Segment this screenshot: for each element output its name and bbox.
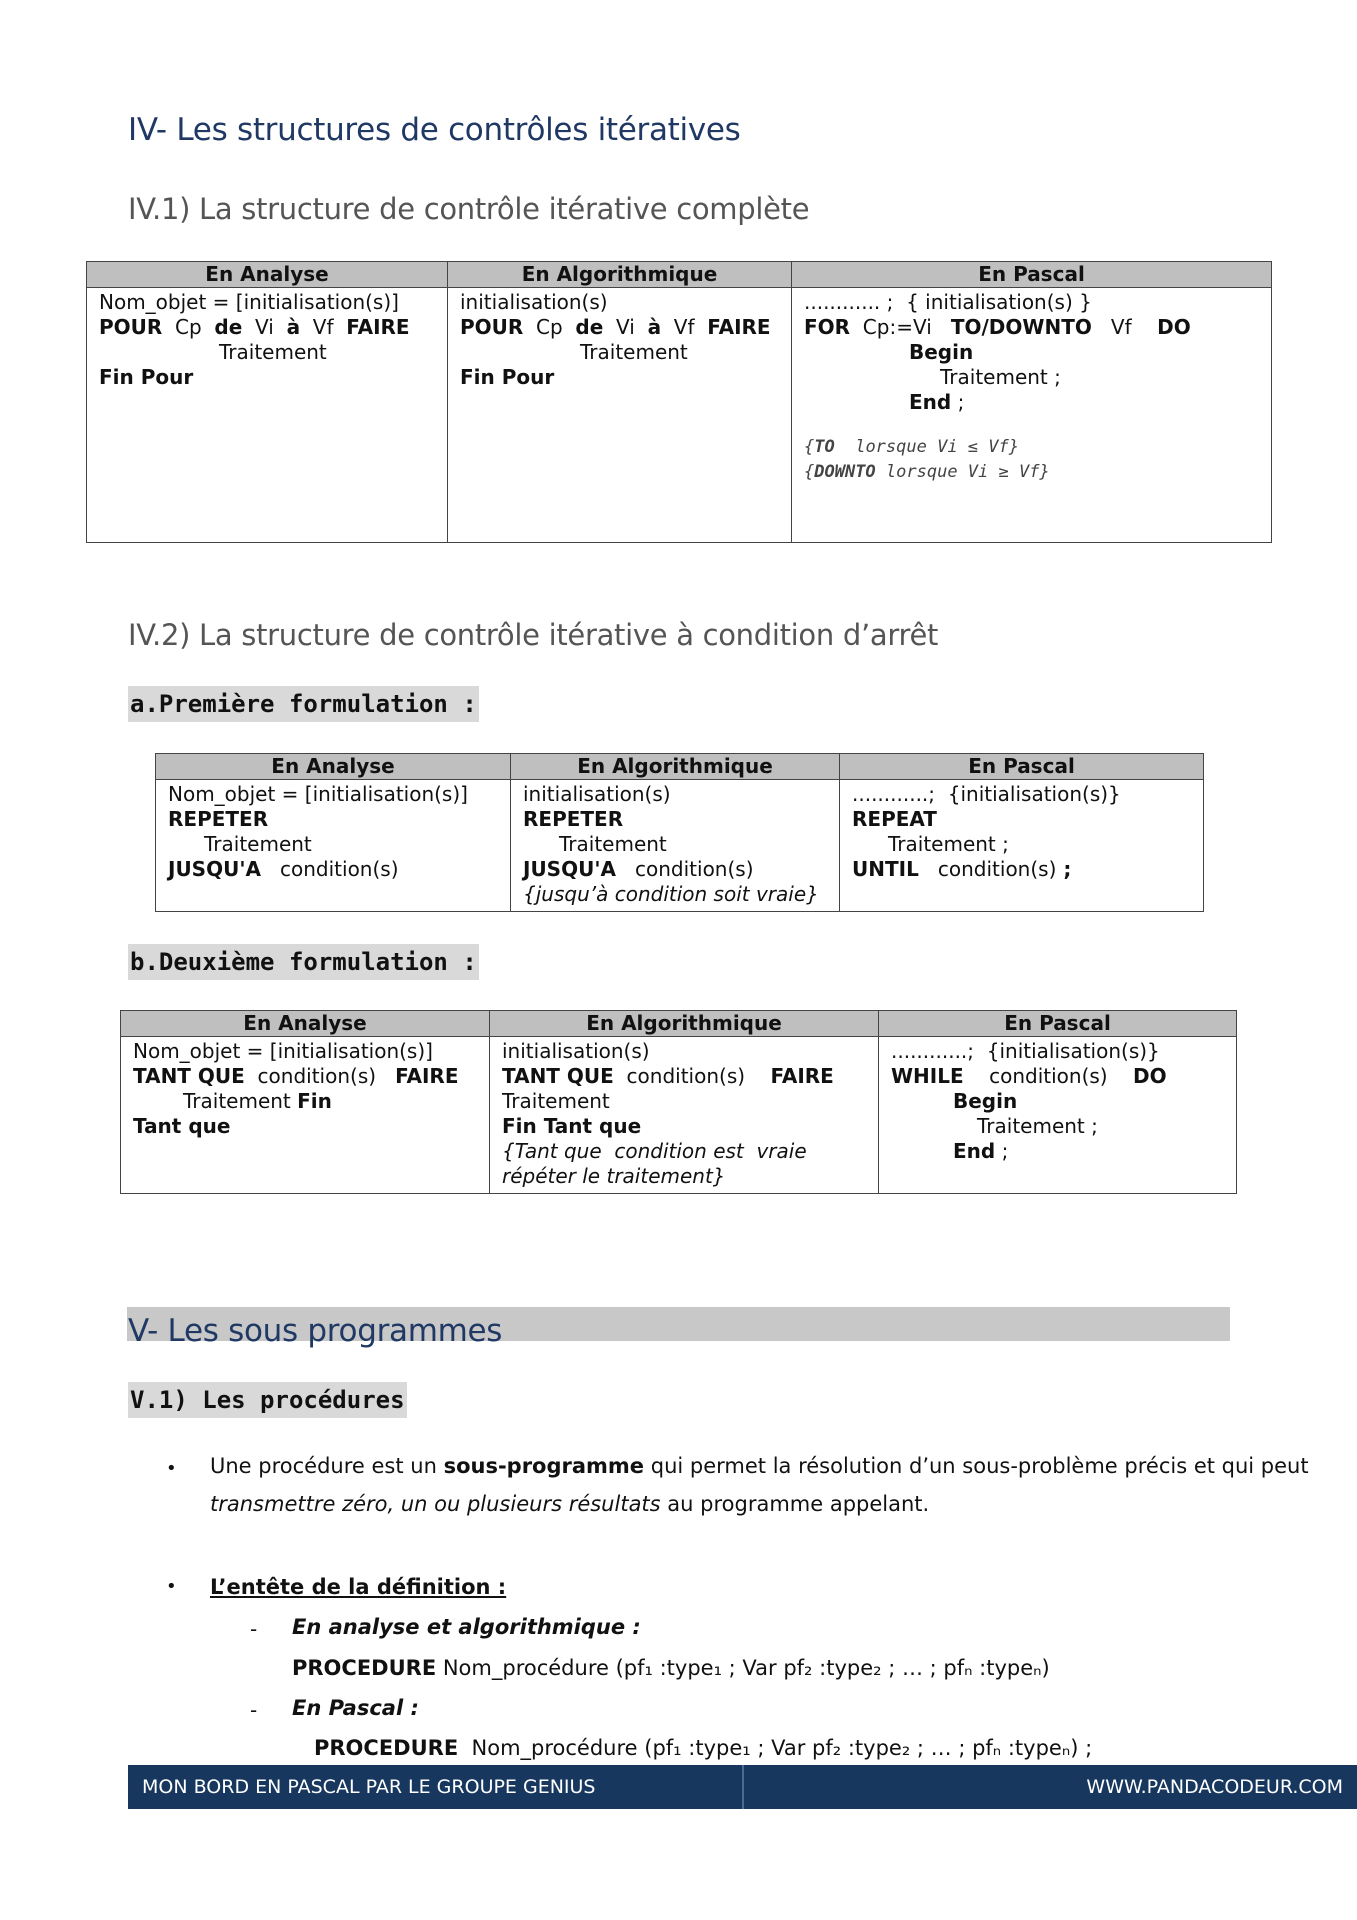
subsection-title-2: IV.2) La structure de contrôle itérative à condition d’arrêt	[128, 618, 939, 652]
footer-divider	[742, 1765, 744, 1809]
cell-pascal: ............; {initialisation(s)} REPEAT Traitement ; UNTIL condition(s) ;	[840, 780, 1204, 912]
cell-algo: initialisation(s) REPETER Traitement JUSQU'A condition(s) {jusqu’à condition soit vraie}	[511, 780, 840, 912]
cell-algo: initialisation(s) TANT QUE condition(s) FAIRE Traitement Fin Tant que {Tant que condition est vraie répéter le traitement}	[490, 1037, 879, 1194]
section-title: IV- Les structures de contrôles itératives	[128, 112, 741, 148]
definition-paragraph: Une procédure est un sous-programme qui permet la résolution d’un sous-problème précis et qui peut transmettre zéro, un ou plusieurs résultats au programme appelant.	[210, 1454, 1309, 1516]
dash-1: -	[250, 1617, 258, 1641]
header-pascal: En Pascal	[840, 754, 1204, 780]
en-pascal-label: En Pascal :	[292, 1696, 419, 1720]
page-footer	[128, 1765, 1357, 1809]
header-algo: En Algorithmique	[511, 754, 840, 780]
entete-heading: L’entête de la définition :	[210, 1575, 507, 1599]
bullet-1: •	[166, 1458, 177, 1479]
footer-right-text: WWW.PANDACODEUR.COM	[1086, 1776, 1343, 1798]
header-algo: En Algorithmique	[448, 262, 792, 288]
cell-analyse: Nom_objet = [initialisation(s)] POUR Cp de Vi à Vf FAIRE Traitement Fin Pour	[87, 288, 448, 543]
header-pascal: En Pascal	[879, 1011, 1237, 1037]
header-algo: En Algorithmique	[490, 1011, 879, 1037]
cell-algo: initialisation(s) POUR Cp de Vi à Vf FAIRE Traitement Fin Pour	[448, 288, 792, 543]
cell-pascal: ............; {initialisation(s)} WHILE condition(s) DO Begin Traitement ; End ;	[879, 1037, 1237, 1194]
header-analyse: En Analyse	[156, 754, 511, 780]
header-pascal: En Pascal	[792, 262, 1272, 288]
header-analyse: En Analyse	[121, 1011, 490, 1037]
procedures-label: V.1) Les procédures	[128, 1382, 407, 1418]
footer-left-text: MON BORD EN PASCAL PAR LE GROUPE GENIUS	[142, 1776, 596, 1798]
cell-pascal: ............ ; { initialisation(s) } FOR Cp:=Vi TO/DOWNTO Vf DO Begin Traitement ; End ; {TO lorsque Vi ≤ Vf} {DOWNTO lorsque Vi ≥ Vf}	[792, 288, 1272, 543]
subsection-title: IV.1) La structure de contrôle itérative complète	[128, 192, 810, 226]
table-repeat	[155, 753, 1204, 912]
cell-analyse: Nom_objet = [initialisation(s)] TANT QUE condition(s) FAIRE Traitement Fin Tant que	[121, 1037, 490, 1194]
table-iterative-complete	[86, 261, 1272, 543]
formulation-b-label: b.Deuxième formulation :	[128, 944, 479, 980]
cell-analyse: Nom_objet = [initialisation(s)] REPETER Traitement JUSQU'A condition(s)	[156, 780, 511, 912]
procedure-signature-pascal: PROCEDURE Nom_procédure (pf₁ :type₁ ; Var pf₂ :type₂ ; … ; pfₙ :typeₙ) ;	[314, 1736, 1093, 1760]
dash-2: -	[250, 1698, 258, 1722]
en-analyse-label: En analyse et algorithmique :	[292, 1615, 641, 1639]
section-v-title: V- Les sous programmes	[128, 1313, 503, 1349]
header-analyse: En Analyse	[87, 262, 448, 288]
procedure-signature-analyse: PROCEDURE Nom_procédure (pf₁ :type₁ ; Var pf₂ :type₂ ; … ; pfₙ :typeₙ)	[292, 1656, 1050, 1680]
note-to: {TO lorsque Vi ≤ Vf}	[804, 437, 1019, 457]
formulation-a-label: a.Première formulation :	[128, 686, 479, 722]
bullet-2: •	[166, 1576, 177, 1597]
table-while	[120, 1010, 1237, 1194]
note-downto: {DOWNTO lorsque Vi ≥ Vf}	[804, 462, 1050, 482]
